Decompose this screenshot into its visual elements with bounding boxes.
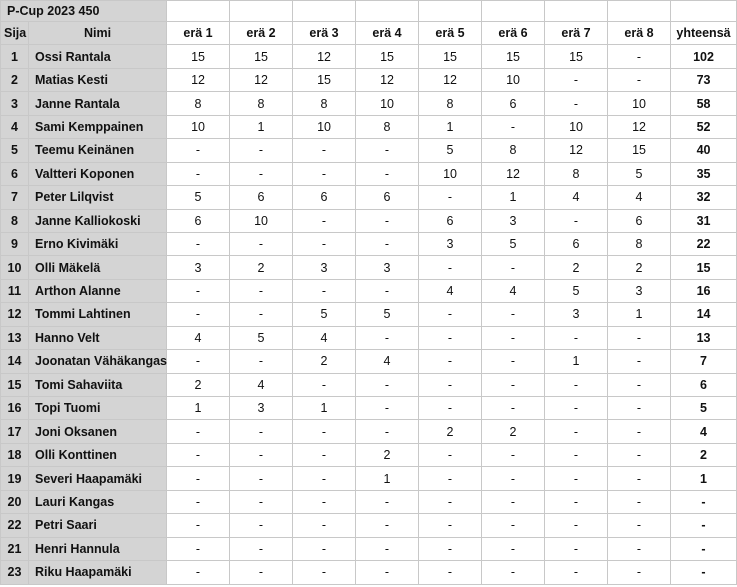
- round-score-cell: -: [293, 373, 356, 396]
- round-score-cell: 15: [356, 45, 419, 68]
- player-name-cell: Tomi Sahaviita: [29, 373, 167, 396]
- table-row: [1, 537, 737, 560]
- round-score-cell: 3: [419, 232, 482, 255]
- round-score-cell: 4: [167, 326, 230, 349]
- round-score-cell: 12: [482, 162, 545, 185]
- round-score-cell: -: [608, 420, 671, 443]
- header-row: [1, 22, 737, 45]
- round-score-cell: -: [419, 443, 482, 466]
- table-row: [1, 186, 737, 209]
- round-score-cell: 10: [356, 92, 419, 115]
- round-score-cell: -: [167, 467, 230, 490]
- round-score-cell: -: [545, 561, 608, 584]
- round-score-cell: -: [608, 443, 671, 466]
- round-score-cell: 12: [419, 68, 482, 91]
- round-score-cell: -: [608, 514, 671, 537]
- round-score-cell: -: [482, 397, 545, 420]
- round-score-cell: 8: [482, 139, 545, 162]
- table-row: [1, 561, 737, 584]
- total-score-cell: 5: [671, 397, 737, 420]
- round-score-cell: 2: [230, 256, 293, 279]
- round-score-cell: -: [356, 279, 419, 302]
- column-header-round: erä 7: [545, 22, 608, 45]
- round-score-cell: 15: [419, 45, 482, 68]
- round-score-cell: 2: [167, 373, 230, 396]
- round-score-cell: -: [545, 68, 608, 91]
- round-score-cell: -: [608, 68, 671, 91]
- round-score-cell: -: [167, 303, 230, 326]
- round-score-cell: 1: [230, 115, 293, 138]
- round-score-cell: -: [419, 256, 482, 279]
- table-row: [1, 68, 737, 91]
- round-score-cell: -: [608, 45, 671, 68]
- rank-cell: 6: [1, 162, 29, 185]
- round-score-cell: 10: [482, 68, 545, 91]
- player-name-cell: Petri Saari: [29, 514, 167, 537]
- round-score-cell: 5: [482, 232, 545, 255]
- total-score-cell: 15: [671, 256, 737, 279]
- round-score-cell: -: [230, 350, 293, 373]
- rank-cell: 20: [1, 490, 29, 513]
- round-score-cell: 1: [545, 350, 608, 373]
- round-score-cell: 1: [419, 115, 482, 138]
- round-score-cell: 5: [545, 279, 608, 302]
- round-score-cell: 8: [545, 162, 608, 185]
- round-score-cell: -: [419, 537, 482, 560]
- round-score-cell: -: [167, 232, 230, 255]
- round-score-cell: 15: [482, 45, 545, 68]
- round-score-cell: -: [482, 115, 545, 138]
- round-score-cell: -: [608, 490, 671, 513]
- column-header-round: erä 8: [608, 22, 671, 45]
- round-score-cell: 6: [230, 186, 293, 209]
- player-name-cell: Severi Haapamäki: [29, 467, 167, 490]
- round-score-cell: -: [482, 490, 545, 513]
- round-score-cell: -: [545, 209, 608, 232]
- round-score-cell: 1: [482, 186, 545, 209]
- round-score-cell: 5: [167, 186, 230, 209]
- round-score-cell: 12: [230, 68, 293, 91]
- round-score-cell: -: [293, 232, 356, 255]
- rank-cell: 1: [1, 45, 29, 68]
- round-score-cell: 3: [230, 397, 293, 420]
- rank-cell: 17: [1, 420, 29, 443]
- round-score-cell: 3: [545, 303, 608, 326]
- total-score-cell: 35: [671, 162, 737, 185]
- table-row: [1, 514, 737, 537]
- round-score-cell: -: [230, 162, 293, 185]
- player-name-cell: Arthon Alanne: [29, 279, 167, 302]
- round-score-cell: 12: [545, 139, 608, 162]
- round-score-cell: -: [545, 514, 608, 537]
- round-score-cell: -: [230, 232, 293, 255]
- round-score-cell: 8: [293, 92, 356, 115]
- round-score-cell: 4: [482, 279, 545, 302]
- round-score-cell: 6: [167, 209, 230, 232]
- table-row: [1, 443, 737, 466]
- round-score-cell: -: [608, 373, 671, 396]
- round-score-cell: 5: [230, 326, 293, 349]
- table-row: [1, 139, 737, 162]
- rank-cell: 14: [1, 350, 29, 373]
- round-score-cell: -: [167, 350, 230, 373]
- round-score-cell: 6: [545, 232, 608, 255]
- round-score-cell: -: [167, 139, 230, 162]
- rank-cell: 19: [1, 467, 29, 490]
- rank-cell: 13: [1, 326, 29, 349]
- round-score-cell: -: [545, 326, 608, 349]
- round-score-cell: 6: [356, 186, 419, 209]
- round-score-cell: -: [356, 326, 419, 349]
- round-score-cell: -: [419, 326, 482, 349]
- column-header-sija: Sija: [1, 22, 29, 45]
- round-score-cell: 2: [419, 420, 482, 443]
- round-score-cell: 6: [608, 209, 671, 232]
- rank-cell: 15: [1, 373, 29, 396]
- table-row: [1, 467, 737, 490]
- round-score-cell: -: [419, 467, 482, 490]
- round-score-cell: 12: [608, 115, 671, 138]
- total-score-cell: 52: [671, 115, 737, 138]
- round-score-cell: -: [293, 162, 356, 185]
- round-score-cell: -: [482, 373, 545, 396]
- round-score-cell: -: [230, 514, 293, 537]
- round-score-cell: -: [293, 490, 356, 513]
- round-score-cell: -: [356, 373, 419, 396]
- round-score-cell: 15: [293, 68, 356, 91]
- column-header-round: erä 4: [356, 22, 419, 45]
- column-header-total: yhteensä: [671, 22, 737, 45]
- round-score-cell: 8: [356, 115, 419, 138]
- player-name-cell: Joni Oksanen: [29, 420, 167, 443]
- table-row: [1, 420, 737, 443]
- round-score-cell: 5: [356, 303, 419, 326]
- round-score-cell: -: [545, 397, 608, 420]
- total-score-cell: 102: [671, 45, 737, 68]
- round-score-cell: -: [356, 514, 419, 537]
- round-score-cell: 8: [419, 92, 482, 115]
- table-row: [1, 256, 737, 279]
- player-name-cell: Peter Lilqvist: [29, 186, 167, 209]
- round-score-cell: -: [230, 420, 293, 443]
- round-score-cell: -: [293, 209, 356, 232]
- round-score-cell: 6: [293, 186, 356, 209]
- round-score-cell: -: [230, 467, 293, 490]
- round-score-cell: -: [230, 490, 293, 513]
- round-score-cell: -: [482, 326, 545, 349]
- round-score-cell: -: [167, 537, 230, 560]
- round-score-cell: -: [482, 537, 545, 560]
- round-score-cell: 10: [419, 162, 482, 185]
- total-score-cell: -: [671, 514, 737, 537]
- rank-cell: 3: [1, 92, 29, 115]
- round-score-cell: 5: [293, 303, 356, 326]
- round-score-cell: 12: [293, 45, 356, 68]
- round-score-cell: -: [293, 279, 356, 302]
- total-score-cell: 32: [671, 186, 737, 209]
- round-score-cell: 12: [167, 68, 230, 91]
- total-score-cell: 14: [671, 303, 737, 326]
- total-score-cell: -: [671, 561, 737, 584]
- total-score-cell: 1: [671, 467, 737, 490]
- round-score-cell: -: [356, 232, 419, 255]
- player-name-cell: Teemu Keinänen: [29, 139, 167, 162]
- round-score-cell: 15: [545, 45, 608, 68]
- rank-cell: 10: [1, 256, 29, 279]
- player-name-cell: Janne Kalliokoski: [29, 209, 167, 232]
- round-score-cell: -: [356, 420, 419, 443]
- rank-cell: 16: [1, 397, 29, 420]
- rank-cell: 5: [1, 139, 29, 162]
- column-header-round: erä 6: [482, 22, 545, 45]
- column-header-nimi: Nimi: [29, 22, 167, 45]
- round-score-cell: 5: [419, 139, 482, 162]
- total-score-cell: 40: [671, 139, 737, 162]
- round-score-cell: -: [482, 561, 545, 584]
- round-score-cell: -: [230, 279, 293, 302]
- round-score-cell: -: [167, 443, 230, 466]
- round-score-cell: -: [545, 490, 608, 513]
- round-score-cell: 4: [419, 279, 482, 302]
- round-score-cell: -: [293, 514, 356, 537]
- rank-cell: 18: [1, 443, 29, 466]
- total-score-cell: 7: [671, 350, 737, 373]
- round-score-cell: -: [293, 139, 356, 162]
- player-name-cell: Tommi Lahtinen: [29, 303, 167, 326]
- table-row: [1, 350, 737, 373]
- player-name-cell: Ossi Rantala: [29, 45, 167, 68]
- round-score-cell: 10: [545, 115, 608, 138]
- round-score-cell: -: [356, 561, 419, 584]
- round-score-cell: -: [230, 139, 293, 162]
- rank-cell: 12: [1, 303, 29, 326]
- round-score-cell: 6: [419, 209, 482, 232]
- table-row: [1, 490, 737, 513]
- round-score-cell: -: [419, 350, 482, 373]
- player-name-cell: Olli Konttinen: [29, 443, 167, 466]
- column-header-round: erä 2: [230, 22, 293, 45]
- round-score-cell: 2: [356, 443, 419, 466]
- round-score-cell: -: [167, 514, 230, 537]
- round-score-cell: -: [167, 162, 230, 185]
- total-score-cell: 13: [671, 326, 737, 349]
- round-score-cell: 4: [608, 186, 671, 209]
- round-score-cell: -: [482, 514, 545, 537]
- rank-cell: 11: [1, 279, 29, 302]
- round-score-cell: 1: [167, 397, 230, 420]
- round-score-cell: -: [482, 350, 545, 373]
- round-score-cell: 3: [608, 279, 671, 302]
- round-score-cell: -: [608, 326, 671, 349]
- table-row: [1, 232, 737, 255]
- round-score-cell: -: [608, 467, 671, 490]
- table-row: [1, 326, 737, 349]
- total-score-cell: 2: [671, 443, 737, 466]
- round-score-cell: -: [545, 537, 608, 560]
- round-score-cell: -: [545, 92, 608, 115]
- column-header-round: erä 3: [293, 22, 356, 45]
- round-score-cell: 1: [293, 397, 356, 420]
- player-name-cell: Olli Mäkelä: [29, 256, 167, 279]
- round-score-cell: 3: [167, 256, 230, 279]
- round-score-cell: -: [545, 420, 608, 443]
- player-name-cell: Henri Hannula: [29, 537, 167, 560]
- round-score-cell: 15: [230, 45, 293, 68]
- round-score-cell: 4: [230, 373, 293, 396]
- round-score-cell: 3: [293, 256, 356, 279]
- table-title: P-Cup 2023 450: [1, 1, 167, 22]
- round-score-cell: -: [356, 162, 419, 185]
- round-score-cell: -: [482, 303, 545, 326]
- round-score-cell: -: [419, 561, 482, 584]
- player-name-cell: Valtteri Koponen: [29, 162, 167, 185]
- table-row: [1, 279, 737, 302]
- player-name-cell: Topi Tuomi: [29, 397, 167, 420]
- round-score-cell: -: [608, 561, 671, 584]
- round-score-cell: 2: [608, 256, 671, 279]
- player-name-cell: Erno Kivimäki: [29, 232, 167, 255]
- round-score-cell: -: [356, 209, 419, 232]
- round-score-cell: -: [545, 373, 608, 396]
- table-row: [1, 162, 737, 185]
- round-score-cell: -: [293, 443, 356, 466]
- column-header-round: erä 1: [167, 22, 230, 45]
- round-score-cell: -: [167, 490, 230, 513]
- table-row: [1, 45, 737, 68]
- round-score-cell: -: [293, 467, 356, 490]
- round-score-cell: 4: [293, 326, 356, 349]
- total-score-cell: 31: [671, 209, 737, 232]
- total-score-cell: 73: [671, 68, 737, 91]
- round-score-cell: 1: [608, 303, 671, 326]
- round-score-cell: 10: [608, 92, 671, 115]
- total-score-cell: -: [671, 537, 737, 560]
- round-score-cell: -: [545, 467, 608, 490]
- round-score-cell: -: [356, 397, 419, 420]
- round-score-cell: 5: [608, 162, 671, 185]
- round-score-cell: -: [482, 443, 545, 466]
- total-score-cell: 4: [671, 420, 737, 443]
- round-score-cell: 15: [167, 45, 230, 68]
- round-score-cell: 1: [356, 467, 419, 490]
- round-score-cell: 10: [230, 209, 293, 232]
- player-name-cell: Hanno Velt: [29, 326, 167, 349]
- round-score-cell: 3: [482, 209, 545, 232]
- round-score-cell: 2: [293, 350, 356, 373]
- rank-cell: 23: [1, 561, 29, 584]
- title-row: [1, 1, 737, 22]
- round-score-cell: -: [230, 443, 293, 466]
- total-score-cell: 6: [671, 373, 737, 396]
- round-score-cell: -: [545, 443, 608, 466]
- round-score-cell: -: [167, 561, 230, 584]
- round-score-cell: -: [293, 561, 356, 584]
- total-score-cell: 16: [671, 279, 737, 302]
- round-score-cell: -: [482, 467, 545, 490]
- round-score-cell: -: [419, 514, 482, 537]
- table-row: [1, 303, 737, 326]
- round-score-cell: 8: [167, 92, 230, 115]
- round-score-cell: -: [230, 537, 293, 560]
- round-score-cell: -: [419, 373, 482, 396]
- round-score-cell: -: [293, 537, 356, 560]
- player-name-cell: Lauri Kangas: [29, 490, 167, 513]
- player-name-cell: Sami Kemppainen: [29, 115, 167, 138]
- table-row: [1, 397, 737, 420]
- table-row: [1, 373, 737, 396]
- rank-cell: 21: [1, 537, 29, 560]
- round-score-cell: -: [482, 256, 545, 279]
- round-score-cell: 2: [482, 420, 545, 443]
- rank-cell: 2: [1, 68, 29, 91]
- total-score-cell: 58: [671, 92, 737, 115]
- round-score-cell: -: [419, 490, 482, 513]
- round-score-cell: -: [167, 279, 230, 302]
- rank-cell: 22: [1, 514, 29, 537]
- round-score-cell: -: [356, 490, 419, 513]
- round-score-cell: 4: [356, 350, 419, 373]
- round-score-cell: 4: [545, 186, 608, 209]
- round-score-cell: 2: [545, 256, 608, 279]
- rank-cell: 8: [1, 209, 29, 232]
- player-name-cell: Janne Rantala: [29, 92, 167, 115]
- round-score-cell: 10: [293, 115, 356, 138]
- round-score-cell: -: [608, 537, 671, 560]
- player-name-cell: Joonatan Vähäkangas: [29, 350, 167, 373]
- table-row: [1, 92, 737, 115]
- round-score-cell: 6: [482, 92, 545, 115]
- round-score-cell: 8: [608, 232, 671, 255]
- total-score-cell: -: [671, 490, 737, 513]
- round-score-cell: -: [608, 397, 671, 420]
- round-score-cell: 12: [356, 68, 419, 91]
- table-row: [1, 209, 737, 232]
- rank-cell: 9: [1, 232, 29, 255]
- round-score-cell: -: [356, 537, 419, 560]
- round-score-cell: -: [419, 186, 482, 209]
- column-header-round: erä 5: [419, 22, 482, 45]
- round-score-cell: -: [293, 420, 356, 443]
- round-score-cell: -: [356, 139, 419, 162]
- rank-cell: 4: [1, 115, 29, 138]
- round-score-cell: -: [230, 303, 293, 326]
- round-score-cell: -: [167, 420, 230, 443]
- player-name-cell: Riku Haapamäki: [29, 561, 167, 584]
- round-score-cell: 15: [608, 139, 671, 162]
- round-score-cell: -: [419, 397, 482, 420]
- round-score-cell: -: [230, 561, 293, 584]
- round-score-cell: 3: [356, 256, 419, 279]
- table-row: [1, 115, 737, 138]
- rank-cell: 7: [1, 186, 29, 209]
- round-score-cell: 8: [230, 92, 293, 115]
- player-name-cell: Matias Kesti: [29, 68, 167, 91]
- round-score-cell: -: [419, 303, 482, 326]
- total-score-cell: 22: [671, 232, 737, 255]
- round-score-cell: 10: [167, 115, 230, 138]
- round-score-cell: -: [608, 350, 671, 373]
